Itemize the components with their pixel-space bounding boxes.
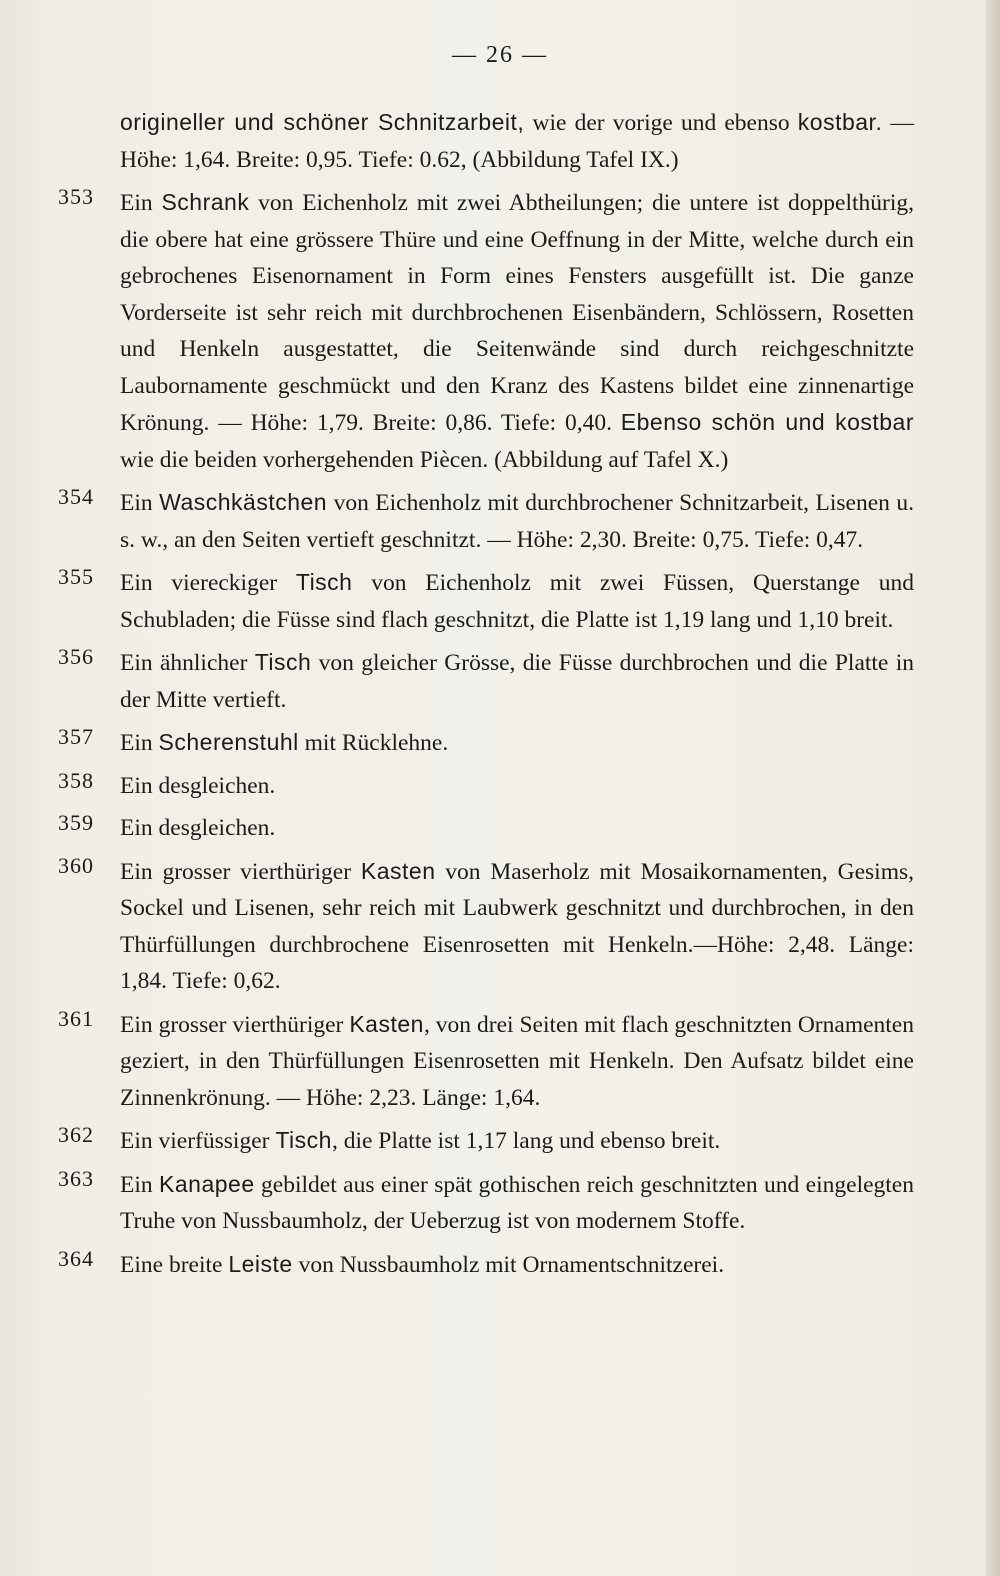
entry-description: Eine breite	[120, 1251, 229, 1278]
entry-number: 364	[58, 1245, 94, 1271]
page-number: — 26 —	[452, 42, 548, 68]
catalog-entries	[58, 104, 914, 1289]
catalog-entry	[58, 484, 914, 558]
entry-text	[120, 484, 914, 558]
catalog-entry	[58, 853, 914, 1000]
entry-number: 353	[58, 184, 94, 209]
entry-description: Ein	[120, 730, 159, 756]
entry-description: , von drei Seiten mit flach geschnitzten Ornamenten geziert, in den Thürfüllungen Eisenrosetten mit Henkeln. Den Aufsatz bildet eine Zinnenkrönung. — Höhe: 2,23. Länge: 1,64.	[120, 1011, 914, 1111]
entry-text	[120, 768, 914, 805]
entry-keyword: Schrank	[161, 189, 250, 215]
entry-description: Ein viereckiger	[120, 570, 296, 596]
catalog-entry	[58, 1006, 914, 1117]
catalog-entry	[58, 724, 914, 762]
entry-number: 354	[58, 484, 94, 509]
entry-text	[120, 184, 914, 478]
entry-description: mit Rücklehne.	[298, 730, 449, 756]
entry-number: 355	[58, 564, 94, 589]
entry-description: von Eichenholz mit zwei Abtheilungen; die untere ist doppelthürig, die obere hat eine grössere Thüre und eine Oeffnung in der Mitte, welche durch ein gebrochenes Eisenornament in Form eines Fensters ausgefüllt ist. Die ganze Vorderseite ist sehr reich mit durchbrochenen Eisenbändern, Schlössern, Rosetten und Henkeln ausgestattet, die Seitenwände sind durch reichgeschnitzte Laubornamente geschmückt und den Kranz des Kastens bildet eine zinnenartige Krönung. — Höhe: 1,79. Breite: 0,86. Tiefe: 0,40.	[120, 190, 914, 436]
entry-description: wie der vorige und ebenso	[524, 110, 798, 136]
entry-description: — Höhe: 1,64. Breite: 0,95. Tiefe: 0.62, (Abbildung Tafel IX.)	[120, 110, 915, 173]
catalog-entry	[58, 1246, 914, 1284]
entry-keyword: Kasten	[360, 857, 436, 884]
entry-text	[120, 810, 914, 847]
entry-description: Ein grosser vierthüriger	[120, 858, 361, 885]
entry-description: Ein vierfüssiger	[120, 1128, 276, 1154]
entry-description: von Maserholz mit Mosaikornamenten, Gesims, Sockel und Lisenen, sehr reich mit Laubwerk geschnitzt und durchbrochen, in den Thürfüllungen durchbrochene Eisenrosetten mit Henkeln.—Höhe: 2,48. Länge: 1,84. Tiefe: 0,62.	[120, 858, 914, 994]
entry-keyword: Kasten	[349, 1010, 424, 1037]
entry-description: von Eichenholz mit zwei Füssen, Querstange und Schubladen; die Füsse sind flach geschnitzt, die Platte ist 1,19 lang und 1,10 breit.	[120, 570, 914, 633]
catalog-entry	[58, 184, 914, 478]
entry-number: 358	[58, 767, 94, 793]
entry-text	[120, 1006, 914, 1117]
entry-number: 357	[58, 724, 94, 749]
entry-keyword: origineller und schöner Schnitzarbeit,	[120, 109, 525, 135]
entry-number: 356	[58, 644, 94, 669]
entry-text	[120, 104, 914, 178]
entry-description: Ein grosser vierthüriger	[120, 1011, 350, 1038]
entry-description: Ein ähnlicher	[120, 650, 255, 676]
entry-description: wie die beiden vorhergehenden Piècen. (Abbildung auf Tafel X.)	[120, 446, 729, 473]
entry-keyword: Waschkästchen	[159, 489, 328, 515]
entry-description: von Eichenholz mit durchbrochener Schnitzarbeit, Lisenen u. s. w., an den Seiten vertieft geschnitzt. — Höhe: 2,30. Breite: 0,75. Tiefe: 0,47.	[120, 490, 914, 553]
entry-description: Ein desgleichen.	[120, 815, 276, 841]
entry-text	[120, 853, 914, 1000]
catalog-entry	[58, 1122, 914, 1160]
entry-keyword: Kanapee	[159, 1170, 255, 1197]
entry-text	[120, 564, 914, 638]
catalog-entry	[58, 768, 914, 805]
entry-text	[120, 1122, 914, 1160]
entry-keyword: kostbar.	[797, 109, 883, 135]
entry-number: 359	[58, 810, 94, 835]
entry-keyword: Tisch	[275, 1127, 332, 1153]
entry-text	[120, 1246, 914, 1284]
catalog-entry	[58, 564, 914, 638]
entry-description: , die Platte ist 1,17 lang und ebenso breit.	[331, 1128, 721, 1154]
entry-description: Ein	[120, 190, 162, 216]
page-edge-shadow	[986, 0, 1000, 1576]
entry-number: 362	[58, 1122, 94, 1147]
entry-description: Ein desgleichen.	[120, 772, 276, 799]
catalog-entry	[58, 104, 914, 178]
entry-number: 360	[58, 852, 94, 878]
entry-description: Ein	[120, 490, 160, 516]
entry-text	[120, 1166, 914, 1240]
entry-keyword: Ebenso schön und kostbar	[620, 409, 914, 435]
entry-number: 363	[58, 1165, 94, 1191]
entry-keyword: Leiste	[228, 1250, 293, 1277]
entry-text	[120, 724, 914, 762]
entry-description: Ein	[120, 1171, 160, 1198]
entry-text	[120, 644, 914, 718]
entry-description: von gleicher Grösse, die Füsse durchbrochen und die Platte in der Mitte vertieft.	[120, 650, 914, 713]
catalog-entry	[58, 810, 914, 847]
entry-keyword: Tisch	[295, 569, 353, 595]
entry-number: 361	[58, 1005, 94, 1031]
entry-keyword: Scherenstuhl	[158, 729, 299, 755]
catalog-entry	[58, 1166, 914, 1240]
entry-description: von Nussbaumholz mit Ornamentschnitzerei.	[292, 1251, 725, 1278]
catalog-entry	[58, 644, 914, 718]
entry-description: gebildet aus einer spät gothischen reich geschnitzten und eingelegten Truhe von Nussbaumholz, der Ueberzug ist von modernem Stoffe.	[120, 1171, 914, 1234]
entry-keyword: Tisch	[254, 649, 312, 675]
